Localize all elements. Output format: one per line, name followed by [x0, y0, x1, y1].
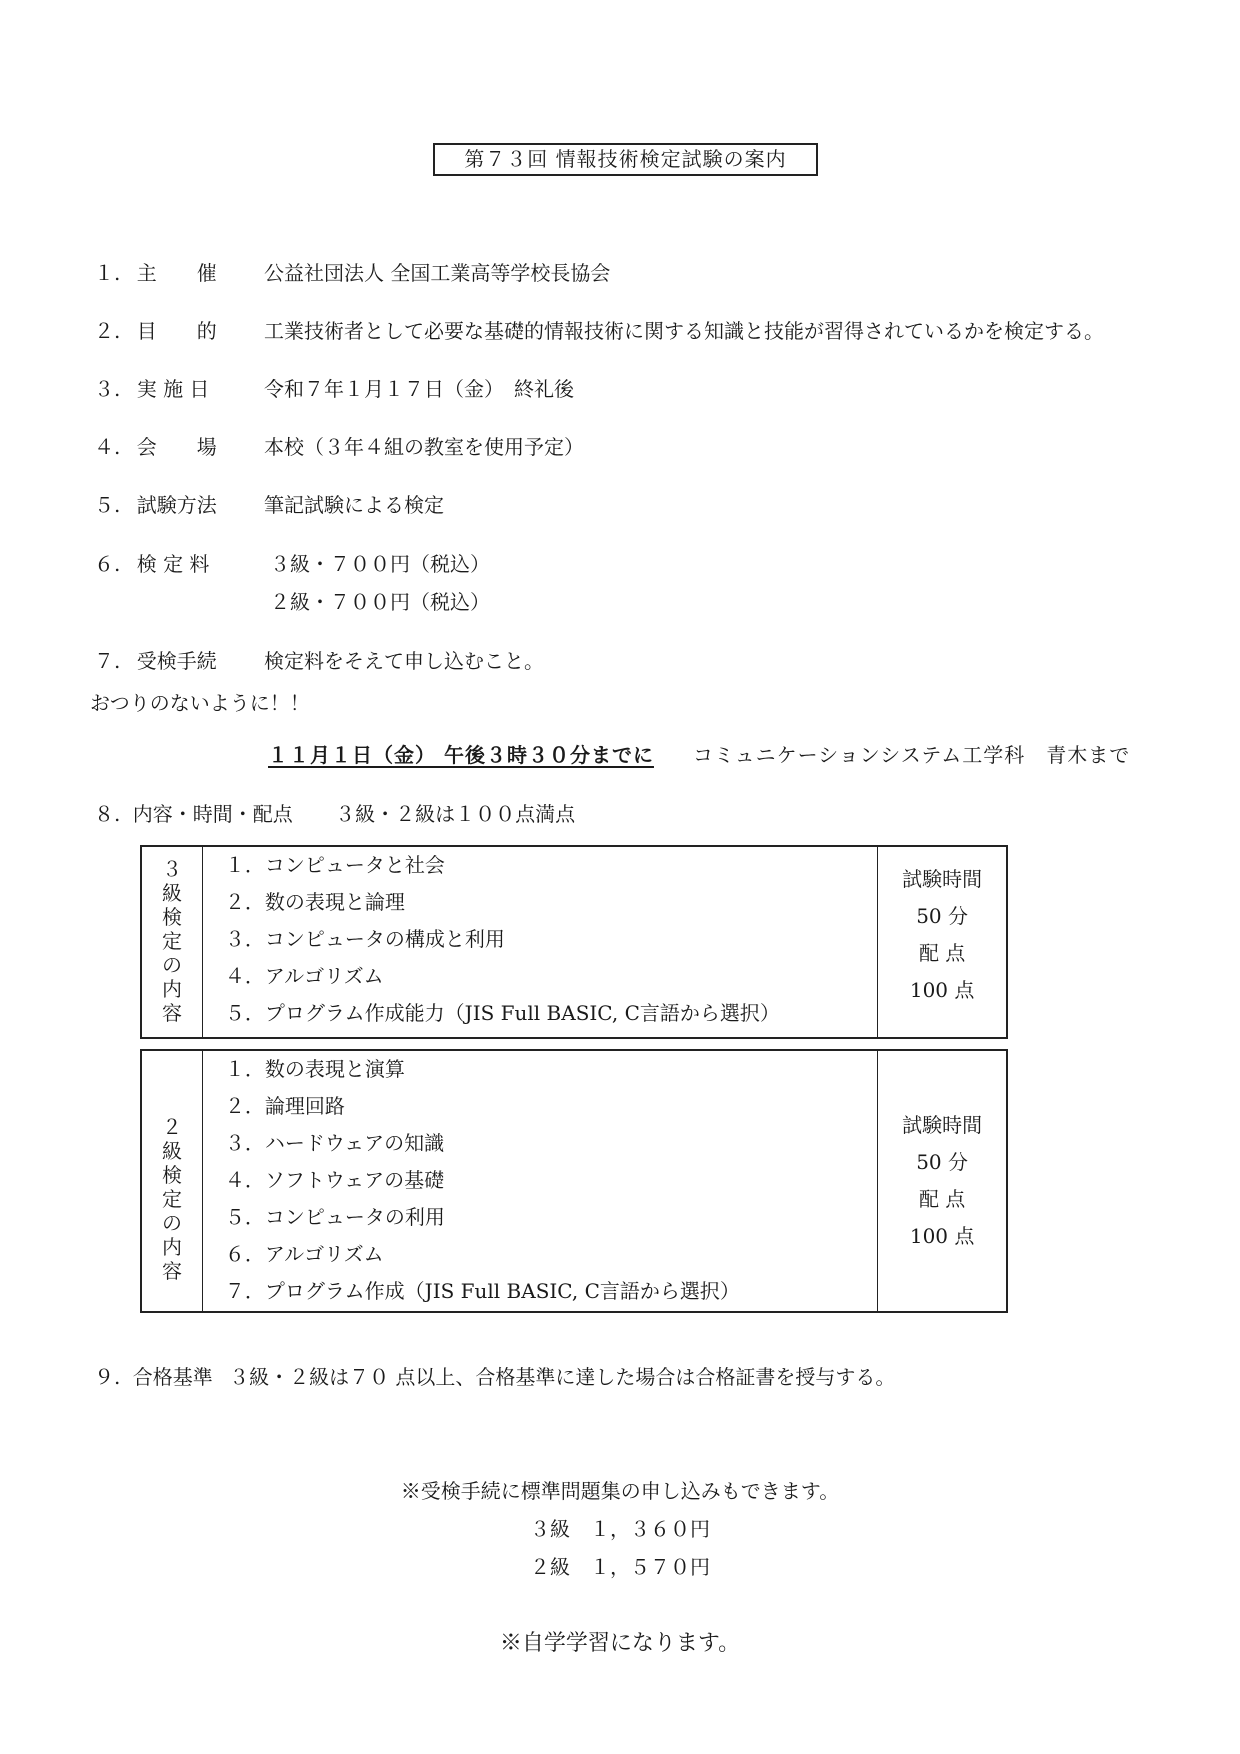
- list-item: ４．ソフトウェアの基礎: [224, 1168, 445, 1192]
- item-venue: [94, 434, 217, 460]
- item-label: 内容・時間・配点: [132, 802, 293, 826]
- score-label: 配 点: [918, 1187, 966, 1211]
- item-number: ４.: [94, 435, 121, 459]
- item-label: 主 催: [136, 261, 217, 285]
- item-value: 令和７年１月１７日（金） 終礼後: [264, 377, 574, 401]
- list-item: ４．アルゴリズム: [224, 964, 384, 988]
- item-number: ２.: [94, 319, 121, 343]
- item-organizer: [94, 260, 217, 286]
- item-number: １.: [94, 261, 121, 285]
- score-value: 100 点: [909, 978, 975, 1002]
- list-item: ２．数の表現と論理: [224, 890, 405, 914]
- grade3-contents: [202, 846, 877, 1038]
- list-item: ２．論理回路: [224, 1094, 345, 1118]
- item-purpose: [94, 318, 217, 344]
- score-label: 配 点: [918, 941, 966, 965]
- item-number: ３.: [94, 377, 121, 401]
- item-label: 実 施 日: [136, 377, 210, 401]
- list-item: ５．コンピュータの利用: [224, 1205, 445, 1229]
- fee-grade2: ２級・７００円（税込）: [270, 590, 490, 614]
- time-value: 50 分: [916, 1150, 969, 1174]
- deadline: １１月１日（金） 午後３時３０分までに: [268, 743, 654, 767]
- item-value: 筆記試験による検定: [264, 493, 444, 517]
- item-number: ５.: [94, 493, 121, 517]
- item-value: 工業技術者として必要な基礎的情報技術に関する知識と技能が習得されているかを検定する。: [264, 319, 1104, 343]
- item-pass-criteria: [94, 1364, 895, 1390]
- item-number: ９.: [94, 1365, 121, 1389]
- item-value: ３級・２級は１００点満点: [335, 802, 576, 826]
- time-value: 50 分: [916, 904, 969, 928]
- self-study-note: ※自学学習になります。: [499, 1631, 741, 1656]
- grade2-label: ２ 級 検 定 の 内 容: [141, 1050, 202, 1312]
- grade3-exam-info: [878, 846, 1007, 1038]
- list-item: ３．ハードウェアの知識: [224, 1131, 445, 1155]
- list-item: ５．プログラム作成能力（JIS Full BASIC, C言語から選択）: [224, 1001, 780, 1025]
- time-label: 試験時間: [902, 1113, 983, 1137]
- fee-grade3: ３級・７００円（税込）: [270, 552, 490, 576]
- item-label: 目 的: [136, 319, 217, 343]
- change-notice: おつりのないように！！: [90, 691, 310, 715]
- item-value: 公益社団法人 全国工業高等学校長協会: [264, 261, 611, 285]
- item-label: 試験方法: [136, 493, 217, 517]
- item-value: 検定料をそえて申し込むこと。: [264, 649, 544, 673]
- item-label: 検 定 料: [136, 552, 210, 576]
- list-item: ７．プログラム作成（JIS Full BASIC, C言語から選択）: [224, 1279, 740, 1303]
- item-value: 本校（３年４組の教室を使用予定）: [264, 435, 584, 459]
- item-number: ７.: [94, 649, 121, 673]
- item-number: ６.: [94, 552, 121, 576]
- time-label: 試験時間: [902, 867, 983, 891]
- contact: コミュニケーションシステム工学科 青木まで: [693, 743, 1131, 767]
- item-method: [94, 492, 217, 518]
- list-item: １．コンピュータと社会: [224, 853, 445, 877]
- list-item: １．数の表現と演算: [224, 1057, 405, 1081]
- list-item: ３．コンピュータの構成と利用: [224, 927, 505, 951]
- item-fee: [94, 551, 209, 577]
- item-number: ８.: [94, 802, 121, 826]
- workbook-note: ※受検手続に標準問題集の申し込みもできます。: [400, 1479, 840, 1503]
- grade2-exam-info: [878, 1050, 1007, 1312]
- item-label: 受検手続: [136, 649, 217, 673]
- grade2-contents: [202, 1050, 877, 1312]
- item-value: ３級・２級は７０ 点以上、合格基準に達した場合は合格証書を授与する。: [229, 1365, 896, 1389]
- score-value: 100 点: [909, 1224, 975, 1248]
- item-date: [94, 376, 209, 402]
- item-label: 会 場: [136, 435, 217, 459]
- workbook-price-grade3: ３級 １，３６０円: [530, 1517, 710, 1541]
- item-contents: [94, 801, 575, 827]
- item-procedure: [94, 648, 217, 674]
- grade3-label: ３ 級 検 定 の 内 容: [141, 846, 202, 1038]
- grade2-table: [140, 1049, 1008, 1313]
- page-title: 第７３回 情報技術検定試験の案内: [433, 143, 818, 176]
- workbook-price-grade2: ２級 １，５７０円: [530, 1555, 710, 1579]
- grade3-table: [140, 845, 1008, 1039]
- list-item: ６．アルゴリズム: [224, 1242, 384, 1266]
- item-label: 合格基準: [132, 1365, 213, 1389]
